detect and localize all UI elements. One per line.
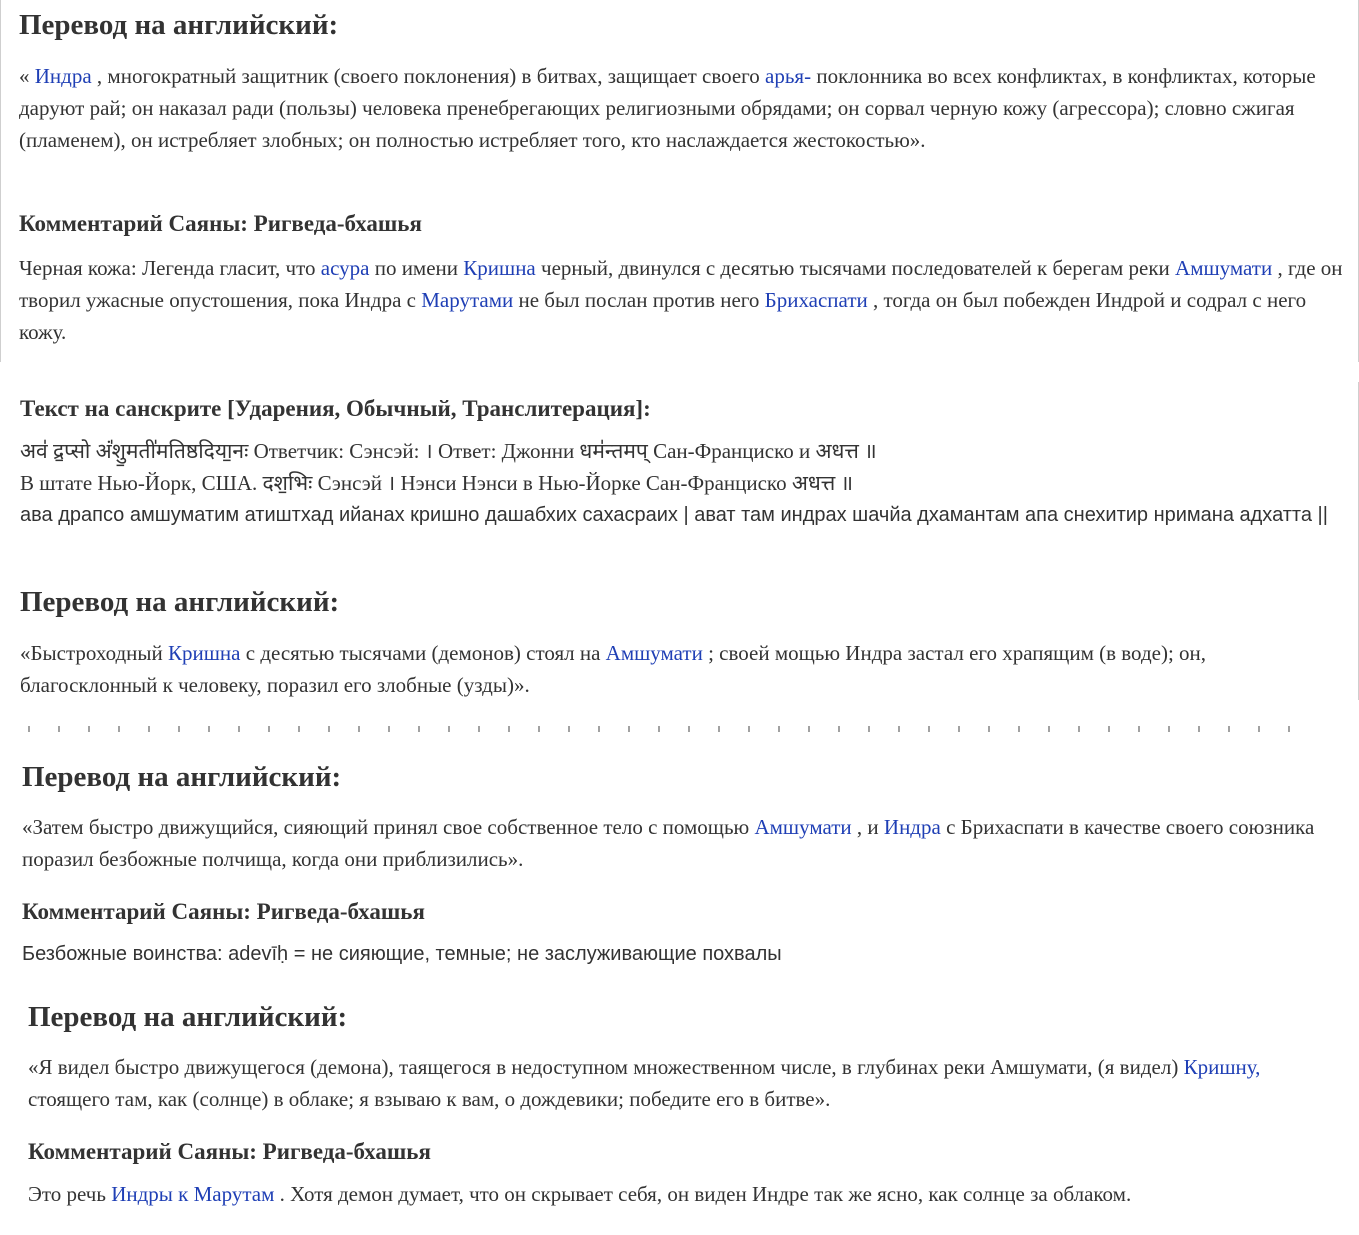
text-fragment: не был послан против него xyxy=(513,288,765,312)
cropped-text-artifact xyxy=(28,726,1299,732)
section-2-translation-heading: Перевод на английский: xyxy=(20,586,340,618)
transliteration: ава драпсо амшуматим атиштхад ийанах кришно дашабхих сахасраих | ават там индрах шачйа дхамантам апа снехитир нримана адхатта || xyxy=(20,504,1328,526)
text-fragment: черный, двинулся с десятью тысячами последователей к берегам реки xyxy=(535,256,1176,280)
link-krishna[interactable]: Кришна xyxy=(463,256,536,280)
link-arya[interactable]: арья- xyxy=(765,64,812,88)
link-amshumati-3[interactable]: Амшумати xyxy=(754,815,852,839)
text-fragment: . Хотя демон думает, что он скрывает себя, он виден Индре так же ясно, как солнце за облаком. xyxy=(274,1182,1132,1206)
section-2-translation xyxy=(20,637,1340,701)
section-1-comment-heading: Комментарий Саяны: Ригведа-бхашья xyxy=(19,211,422,236)
sanskrit-line-2: В штате Нью-Йорк, США. दश॒भिः Сэнсэй । Нэнси Нэнси в Нью-Йорке Сан-Франциско अधत्त ॥ xyxy=(20,471,854,495)
text-fragment: стоящего там, как (солнце) в облаке; я взываю к вам, о дождевики; победите его в битве». xyxy=(28,1087,831,1111)
section-4-translation xyxy=(28,1051,1346,1115)
text-fragment: , где он творил ужасные опустошения, пока Индра с xyxy=(19,256,1343,312)
section-1-translation xyxy=(19,60,1339,156)
section-3-comment: Безбожные воинства: adevīḥ = не сияющие, темные; не заслуживающие похвалы xyxy=(22,943,782,965)
text-fragment: «Затем быстро движущийся, сияющий принял свое собственное тело с помощью xyxy=(22,815,755,839)
sanskrit-heading: Текст на санскрите [Ударения, Обычный, Транслитерация]: xyxy=(20,396,651,421)
section-1-comment xyxy=(19,252,1344,348)
section-1 xyxy=(0,0,1359,362)
text-fragment: поклонника во всех конфликтах, в конфликтах, которые даруют рай; он наказал ради (пользы) человека пренебрегающих религиозными обрядами; он сорвал черную кожу (агрессора); словно сжигая (пламенем), он истребляет злобных; он полностью истребляет того, кто наслаждается жестокостью». xyxy=(19,64,1316,152)
text-fragment: ; своей мощью Индра застал его храпящим (в воде); он, благосклонный к человеку, поразил его злобные (узды)». xyxy=(20,641,1207,697)
link-krishnu[interactable]: Кришну, xyxy=(1183,1055,1261,1079)
text-fragment: Это речь xyxy=(28,1182,112,1206)
section-3 xyxy=(0,748,1359,978)
text-fragment: с десятью тысячами (демонов) стоял на xyxy=(240,641,606,665)
section-1-heading: Перевод на английский: xyxy=(19,9,339,41)
text-fragment: , многократный защитник (своего поклонения) в битвах, защищает своего xyxy=(91,64,766,88)
link-marutami[interactable]: Марутами xyxy=(421,288,514,312)
link-amshumati[interactable]: Амшумати xyxy=(1175,256,1273,280)
text-fragment: , и xyxy=(851,815,884,839)
text-fragment: «Быстроходный xyxy=(20,641,169,665)
text-fragment: «Я видел быстро движущегося (демона), таящегося в недоступном множественном числе, в глубинах реки Амшумати, (я видел) xyxy=(28,1055,1184,1079)
text-fragment: Черная кожа: Легенда гласит, что xyxy=(19,256,321,280)
section-3-heading: Перевод на английский: xyxy=(22,761,342,793)
link-krishna-2[interactable]: Кришна xyxy=(168,641,241,665)
link-asura[interactable]: асура xyxy=(320,256,370,280)
link-brihaspati[interactable]: Брихаспати xyxy=(764,288,868,312)
text-fragment: с Брихаспати в качестве своего союзника поразил безбожные полчища, когда они приблизились». xyxy=(22,815,1315,871)
section-4-comment xyxy=(28,1178,1346,1210)
text-fragment: « xyxy=(19,64,35,88)
text-fragment: по имени xyxy=(369,256,464,280)
sanskrit-line-1: अव॑ द्र॒प्सो अं॑शु॒मती॑मतिष्ठदिया॒नः Ответчик: Сэнсэй: । Ответ: Джонни धम॑न्तमप् Сан-Франциско и अधत्त ॥ xyxy=(20,439,877,463)
text-fragment: , тогда он был побежден Индрой и содрал с него кожу. xyxy=(19,288,1307,344)
link-amshumati-2[interactable]: Амшумати xyxy=(605,641,703,665)
section-3-comment-heading: Комментарий Саяны: Ригведа-бхашья xyxy=(22,899,425,924)
section-3-translation xyxy=(22,811,1342,875)
link-indra[interactable]: Индра xyxy=(34,64,92,88)
section-4-comment-heading: Комментарий Саяны: Ригведа-бхашья xyxy=(28,1139,431,1164)
section-4 xyxy=(0,988,1359,1228)
section-4-heading: Перевод на английский: xyxy=(28,1001,348,1033)
link-indry-marutam[interactable]: Индры к Марутам xyxy=(111,1182,275,1206)
link-indra-3[interactable]: Индра xyxy=(883,815,941,839)
section-2 xyxy=(0,382,1359,700)
